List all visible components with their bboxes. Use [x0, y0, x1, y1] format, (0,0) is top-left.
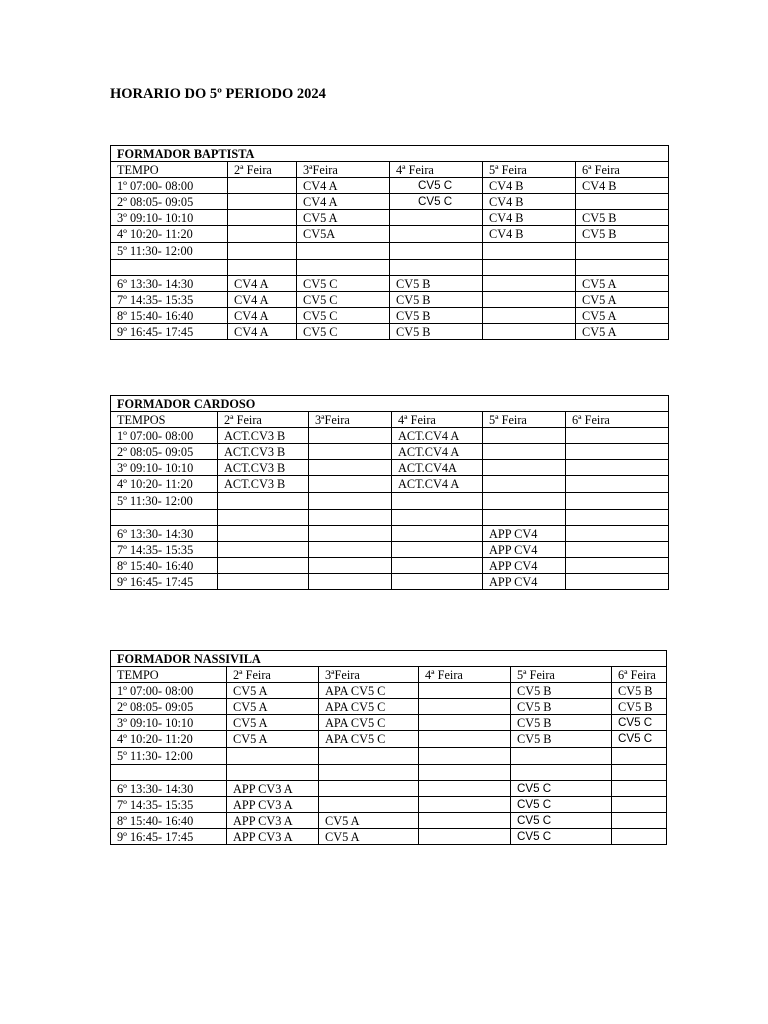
class-cell: [483, 292, 576, 308]
class-cell: [218, 542, 309, 558]
time-slot-cell: 9º 16:45- 17:45: [111, 829, 227, 845]
time-slot-cell: [111, 260, 228, 276]
class-cell: ACT.CV4 A: [392, 428, 483, 444]
class-cell: [511, 765, 612, 781]
time-slot-cell: 8º 15:40- 16:40: [111, 308, 228, 324]
class-cell: [566, 428, 669, 444]
class-cell: [483, 276, 576, 292]
class-cell: CV5 B: [390, 308, 483, 324]
class-cell: APA CV5 C: [319, 715, 419, 731]
table-row: [111, 276, 669, 292]
class-cell: [309, 476, 392, 493]
table-header-row: [111, 412, 669, 428]
time-slot-cell: 4º 10:20- 11:20: [111, 731, 227, 748]
class-cell: APA CV5 C: [319, 699, 419, 715]
class-cell: [612, 829, 667, 845]
class-cell: CV5 A: [319, 813, 419, 829]
class-cell: [319, 748, 419, 765]
class-cell: APP CV3 A: [227, 797, 319, 813]
class-cell: [218, 510, 309, 526]
table-row: [111, 683, 667, 699]
class-cell: [218, 574, 309, 590]
class-cell: CV5 A: [319, 829, 419, 845]
time-slot-cell: 5º 11:30- 12:00: [111, 493, 218, 510]
class-cell: CV5 C: [297, 292, 390, 308]
class-cell: ACT.CV3 B: [218, 476, 309, 493]
class-cell: [566, 493, 669, 510]
formador-title: FORMADOR NASSIVILA: [111, 651, 667, 667]
class-cell: APP CV4: [483, 558, 566, 574]
time-slot-cell: 1º 07:00- 08:00: [111, 178, 228, 194]
schedule-table-baptista: [110, 145, 669, 340]
class-cell: CV5 C: [511, 781, 612, 797]
class-cell: [392, 558, 483, 574]
header-cell: 4ª Feira: [419, 667, 511, 683]
time-slot-cell: 9º 16:45- 17:45: [111, 324, 228, 340]
time-slot-cell: 6º 13:30- 14:30: [111, 276, 228, 292]
class-cell: CV5 C: [297, 324, 390, 340]
class-cell: CV5 A: [227, 683, 319, 699]
class-cell: [218, 526, 309, 542]
time-slot-cell: 6º 13:30- 14:30: [111, 526, 218, 542]
table-row: [111, 797, 667, 813]
time-slot-cell: 1º 07:00- 08:00: [111, 428, 218, 444]
class-cell: [218, 493, 309, 510]
class-cell: [566, 574, 669, 590]
class-cell: [483, 460, 566, 476]
class-cell: [483, 444, 566, 460]
class-cell: [419, 748, 511, 765]
time-slot-cell: [111, 765, 227, 781]
class-cell: APP CV4: [483, 542, 566, 558]
class-cell: [419, 781, 511, 797]
time-slot-cell: 3º 09:10- 10:10: [111, 715, 227, 731]
class-cell: CV5 A: [576, 324, 669, 340]
class-cell: CV5 A: [576, 292, 669, 308]
header-cell: 5ª Feira: [483, 162, 576, 178]
header-cell: TEMPO: [111, 667, 227, 683]
class-cell: CV5 A: [227, 731, 319, 748]
class-cell: CV4 A: [228, 292, 297, 308]
class-cell: CV5 A: [227, 715, 319, 731]
class-cell: CV5 B: [576, 226, 669, 243]
table-row: [111, 813, 667, 829]
class-cell: CV5A: [297, 226, 390, 243]
table-row: [111, 765, 667, 781]
class-cell: CV5 B: [612, 699, 667, 715]
table-row: [111, 829, 667, 845]
class-cell: CV5 A: [297, 210, 390, 226]
class-cell: [390, 210, 483, 226]
table-row: [111, 308, 669, 324]
class-cell: ACT.CV4A: [392, 460, 483, 476]
table-header-row: [111, 162, 669, 178]
class-cell: CV5 B: [612, 683, 667, 699]
class-cell: [612, 813, 667, 829]
class-cell: [576, 194, 669, 210]
class-cell: [228, 260, 297, 276]
time-slot-cell: 6º 13:30- 14:30: [111, 781, 227, 797]
class-cell: [419, 765, 511, 781]
table-row: [111, 526, 669, 542]
class-cell: [612, 748, 667, 765]
header-cell: 6ª Feira: [612, 667, 667, 683]
table-header-row: [111, 667, 667, 683]
class-cell: [309, 510, 392, 526]
time-slot-cell: 3º 09:10- 10:10: [111, 210, 228, 226]
document-title: HORARIO DO 5º PERIODO 2024: [110, 86, 326, 102]
class-cell: CV5 A: [227, 699, 319, 715]
class-cell: [419, 683, 511, 699]
class-cell: [483, 510, 566, 526]
header-cell: 6ª Feira: [566, 412, 669, 428]
class-cell: [228, 226, 297, 243]
class-cell: [297, 243, 390, 260]
class-cell: [612, 781, 667, 797]
class-cell: CV5 C: [612, 731, 667, 748]
table-row: [111, 542, 669, 558]
time-slot-cell: 3º 09:10- 10:10: [111, 460, 218, 476]
class-cell: CV5 C: [511, 829, 612, 845]
class-cell: [566, 526, 669, 542]
table-row: [111, 324, 669, 340]
time-slot-cell: 1º 07:00- 08:00: [111, 683, 227, 699]
class-cell: APP CV3 A: [227, 813, 319, 829]
class-cell: [309, 493, 392, 510]
time-slot-cell: 5º 11:30- 12:00: [111, 748, 227, 765]
class-cell: [309, 542, 392, 558]
class-cell: CV4 A: [297, 178, 390, 194]
table-row: [111, 493, 669, 510]
class-cell: CV5 B: [511, 699, 612, 715]
class-cell: [566, 542, 669, 558]
class-cell: [309, 574, 392, 590]
class-cell: [483, 493, 566, 510]
table-row: [111, 731, 667, 748]
class-cell: [419, 699, 511, 715]
formador-title: FORMADOR BAPTISTA: [111, 146, 669, 162]
class-cell: CV4 A: [228, 324, 297, 340]
class-cell: APA CV5 C: [319, 683, 419, 699]
time-slot-cell: 9º 16:45- 17:45: [111, 574, 218, 590]
class-cell: [228, 194, 297, 210]
table-row: [111, 210, 669, 226]
class-cell: CV5 B: [511, 715, 612, 731]
class-cell: [483, 428, 566, 444]
class-cell: CV5 A: [576, 276, 669, 292]
time-slot-cell: 2º 08:05- 09:05: [111, 444, 218, 460]
header-cell: 6ª Feira: [576, 162, 669, 178]
class-cell: [392, 542, 483, 558]
class-cell: [483, 243, 576, 260]
formador-title: FORMADOR CARDOSO: [111, 396, 669, 412]
class-cell: [511, 748, 612, 765]
time-slot-cell: 8º 15:40- 16:40: [111, 558, 218, 574]
class-cell: ACT.CV3 B: [218, 444, 309, 460]
table-row: [111, 428, 669, 444]
time-slot-cell: 4º 10:20- 11:20: [111, 476, 218, 493]
header-cell: 2ª Feira: [218, 412, 309, 428]
header-cell: 2ª Feira: [227, 667, 319, 683]
table-row: [111, 781, 667, 797]
table-row: [111, 226, 669, 243]
table-row: [111, 444, 669, 460]
table-row: [111, 574, 669, 590]
class-cell: CV5 B: [511, 731, 612, 748]
class-cell: [309, 526, 392, 542]
table-row: [111, 460, 669, 476]
table-row: [111, 558, 669, 574]
header-cell: 3ªFeira: [297, 162, 390, 178]
class-cell: [576, 243, 669, 260]
time-slot-cell: 7º 14:35- 15:35: [111, 292, 228, 308]
class-cell: [419, 731, 511, 748]
class-cell: [612, 797, 667, 813]
time-slot-cell: 8º 15:40- 16:40: [111, 813, 227, 829]
class-cell: CV4 A: [228, 308, 297, 324]
class-cell: [309, 558, 392, 574]
header-cell: 3ªFeira: [309, 412, 392, 428]
header-cell: 4ª Feira: [390, 162, 483, 178]
class-cell: [390, 260, 483, 276]
table-row: [111, 715, 667, 731]
class-cell: CV4 B: [576, 178, 669, 194]
header-cell: TEMPOS: [111, 412, 218, 428]
class-cell: CV5 C: [297, 308, 390, 324]
class-cell: [227, 765, 319, 781]
class-cell: [297, 260, 390, 276]
class-cell: [483, 476, 566, 493]
class-cell: [227, 748, 319, 765]
table-row: [111, 699, 667, 715]
class-cell: CV4 A: [228, 276, 297, 292]
class-cell: APP CV4: [483, 526, 566, 542]
table-row: [111, 748, 667, 765]
class-cell: CV5 B: [390, 292, 483, 308]
schedule-table-cardoso: [110, 395, 669, 590]
class-cell: [390, 226, 483, 243]
class-cell: [392, 510, 483, 526]
time-slot-cell: 2º 08:05- 09:05: [111, 194, 228, 210]
table-row: [111, 476, 669, 493]
class-cell: ACT.CV4 A: [392, 444, 483, 460]
class-cell: [392, 574, 483, 590]
class-cell: [566, 460, 669, 476]
class-cell: [566, 510, 669, 526]
class-cell: ACT.CV4 A: [392, 476, 483, 493]
class-cell: [392, 526, 483, 542]
header-cell: TEMPO: [111, 162, 228, 178]
class-cell: CV5 C: [511, 797, 612, 813]
class-cell: APP CV4: [483, 574, 566, 590]
class-cell: [309, 428, 392, 444]
class-cell: [319, 797, 419, 813]
class-cell: [483, 324, 576, 340]
class-cell: CV5 C: [297, 276, 390, 292]
class-cell: [483, 260, 576, 276]
class-cell: [419, 797, 511, 813]
header-cell: 3ªFeira: [319, 667, 419, 683]
class-cell: CV5 B: [390, 276, 483, 292]
header-cell: 4ª Feira: [392, 412, 483, 428]
class-cell: [390, 243, 483, 260]
class-cell: APP CV3 A: [227, 781, 319, 797]
class-cell: [228, 243, 297, 260]
class-cell: [576, 260, 669, 276]
class-cell: APA CV5 C: [319, 731, 419, 748]
header-cell: 5ª Feira: [511, 667, 612, 683]
class-cell: CV4 B: [483, 178, 576, 194]
class-cell: [392, 493, 483, 510]
class-cell: CV5 A: [576, 308, 669, 324]
class-cell: [319, 781, 419, 797]
class-cell: [319, 765, 419, 781]
class-cell: CV4 B: [483, 194, 576, 210]
time-slot-cell: 5º 11:30- 12:00: [111, 243, 228, 260]
class-cell: CV5 C: [390, 178, 483, 194]
header-cell: 2ª Feira: [228, 162, 297, 178]
class-cell: [309, 460, 392, 476]
table-row: [111, 194, 669, 210]
time-slot-cell: 7º 14:35- 15:35: [111, 797, 227, 813]
header-cell: 5ª Feira: [483, 412, 566, 428]
table-row: [111, 178, 669, 194]
class-cell: [566, 476, 669, 493]
class-cell: CV4 B: [483, 210, 576, 226]
time-slot-cell: [111, 510, 218, 526]
table-row: [111, 260, 669, 276]
table-row: [111, 292, 669, 308]
class-cell: CV5 B: [511, 683, 612, 699]
class-cell: [419, 715, 511, 731]
class-cell: [566, 444, 669, 460]
class-cell: [228, 210, 297, 226]
class-cell: [218, 558, 309, 574]
class-cell: [483, 308, 576, 324]
class-cell: CV5 C: [390, 194, 483, 210]
time-slot-cell: 2º 08:05- 09:05: [111, 699, 227, 715]
class-cell: CV5 B: [576, 210, 669, 226]
class-cell: CV5 C: [511, 813, 612, 829]
class-cell: ACT.CV3 B: [218, 460, 309, 476]
schedule-table-nassivila: [110, 650, 667, 845]
class-cell: APP CV3 A: [227, 829, 319, 845]
class-cell: CV4 B: [483, 226, 576, 243]
table-row: [111, 243, 669, 260]
class-cell: CV5 B: [390, 324, 483, 340]
class-cell: CV5 C: [612, 715, 667, 731]
class-cell: [566, 558, 669, 574]
table-row: [111, 510, 669, 526]
class-cell: [612, 765, 667, 781]
class-cell: [228, 178, 297, 194]
class-cell: CV4 A: [297, 194, 390, 210]
time-slot-cell: 4º 10:20- 11:20: [111, 226, 228, 243]
class-cell: [419, 813, 511, 829]
class-cell: [419, 829, 511, 845]
class-cell: ACT.CV3 B: [218, 428, 309, 444]
class-cell: [309, 444, 392, 460]
time-slot-cell: 7º 14:35- 15:35: [111, 542, 218, 558]
